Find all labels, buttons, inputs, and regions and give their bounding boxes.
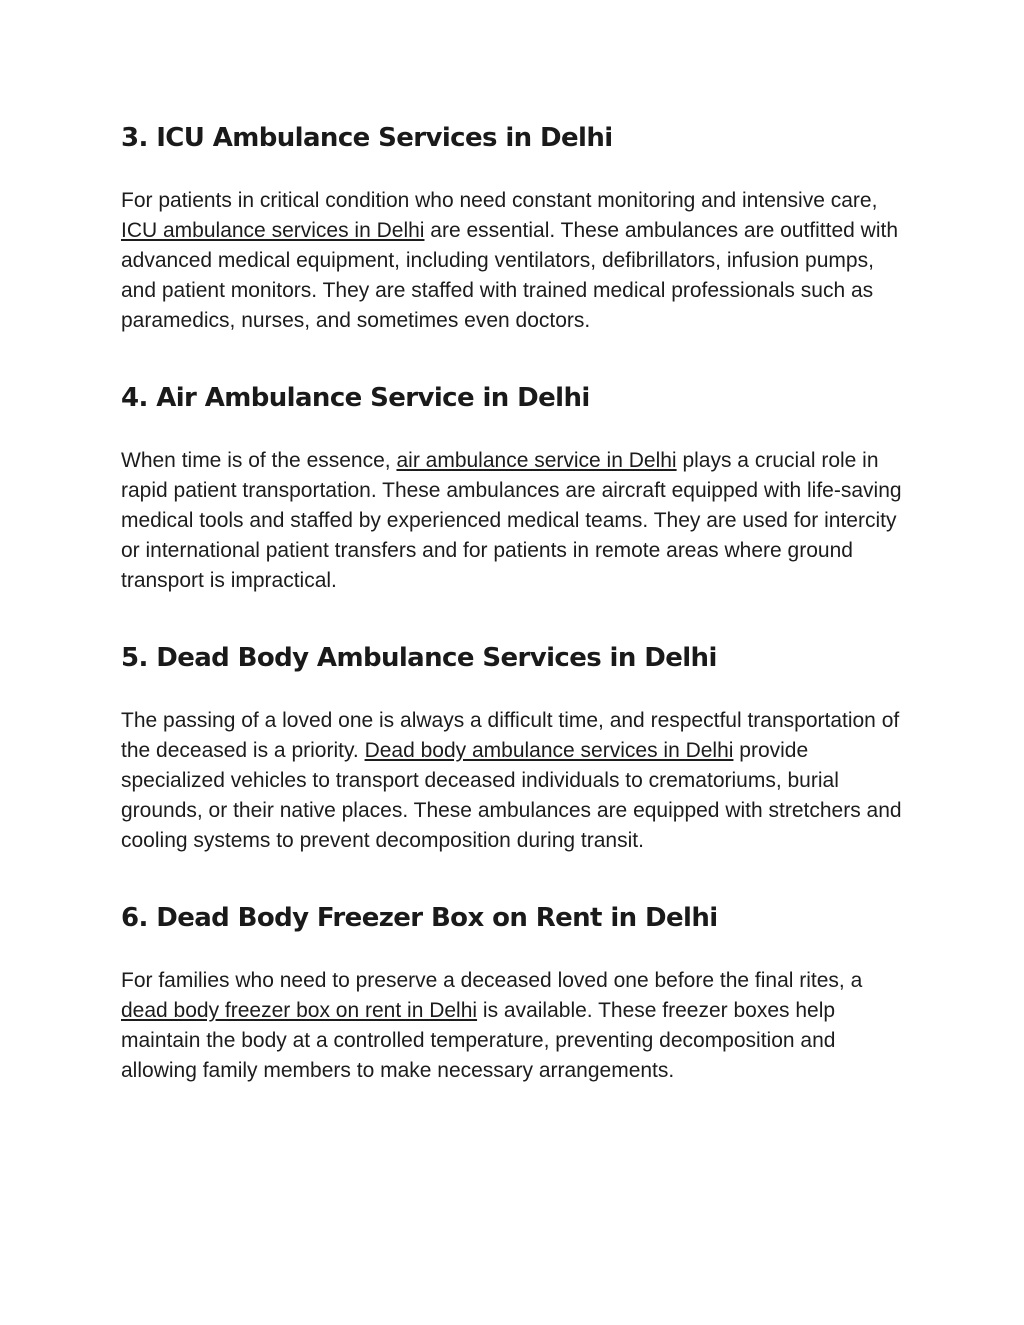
paragraph-text: For families who need to preserve a deceased loved one before the final rites, a xyxy=(121,969,863,992)
section-air-ambulance xyxy=(121,378,906,596)
paragraph-text: provide specialized vehicles to transport deceased individuals to crematoriums, burial grounds, or their native places. These ambulances are equipped with stretchers and cooling systems to prevent decomposition during transit. xyxy=(121,739,902,852)
icu-ambulance-link[interactable]: ICU ambulance services in Delhi xyxy=(121,219,425,242)
paragraph-text: is available. These freezer boxes help maintain the body at a controlled temperature, preventing decomposition and allowing family members to make necessary arrangements. xyxy=(121,999,836,1082)
section-heading: 4. Air Ambulance Service in Delhi xyxy=(121,383,590,413)
section-paragraph xyxy=(121,186,906,336)
paragraph-text: plays a crucial role in rapid patient transportation. These ambulances are aircraft equipped with life-saving medical tools and staffed by experienced medical teams. They are used for intercity or international patient transfers and for patients in remote areas where ground transport is impractical. xyxy=(121,449,902,592)
section-paragraph xyxy=(121,706,906,856)
paragraph-text: For patients in critical condition who need constant monitoring and intensive care, xyxy=(121,189,878,212)
paragraph-text: The passing of a loved one is always a difficult time, and respectful transportation of the deceased is a priority. xyxy=(121,709,900,762)
paragraph-text: When time is of the essence, xyxy=(121,449,397,472)
section-paragraph xyxy=(121,966,906,1086)
section-heading: 3. ICU Ambulance Services in Delhi xyxy=(121,123,613,153)
freezer-box-link[interactable]: dead body freezer box on rent in Delhi xyxy=(121,999,478,1022)
section-heading: 6. Dead Body Freezer Box on Rent in Delhi xyxy=(121,903,718,933)
section-heading: 5. Dead Body Ambulance Services in Delhi xyxy=(121,643,717,673)
dead-body-ambulance-link[interactable]: Dead body ambulance services in Delhi xyxy=(364,739,734,762)
section-paragraph xyxy=(121,446,906,596)
section-dead-body-ambulance xyxy=(121,638,906,856)
air-ambulance-link[interactable]: air ambulance service in Delhi xyxy=(396,449,677,472)
section-freezer-box xyxy=(121,898,906,1086)
document-content xyxy=(121,118,906,1086)
paragraph-text: are essential. These ambulances are outfitted with advanced medical equipment, including ventilators, defibrillators, infusion pumps, and patient monitors. They are staffed with trained medical professionals such as paramedics, nurses, and sometimes even doctors. xyxy=(121,219,899,332)
section-icu-ambulance xyxy=(121,118,906,336)
